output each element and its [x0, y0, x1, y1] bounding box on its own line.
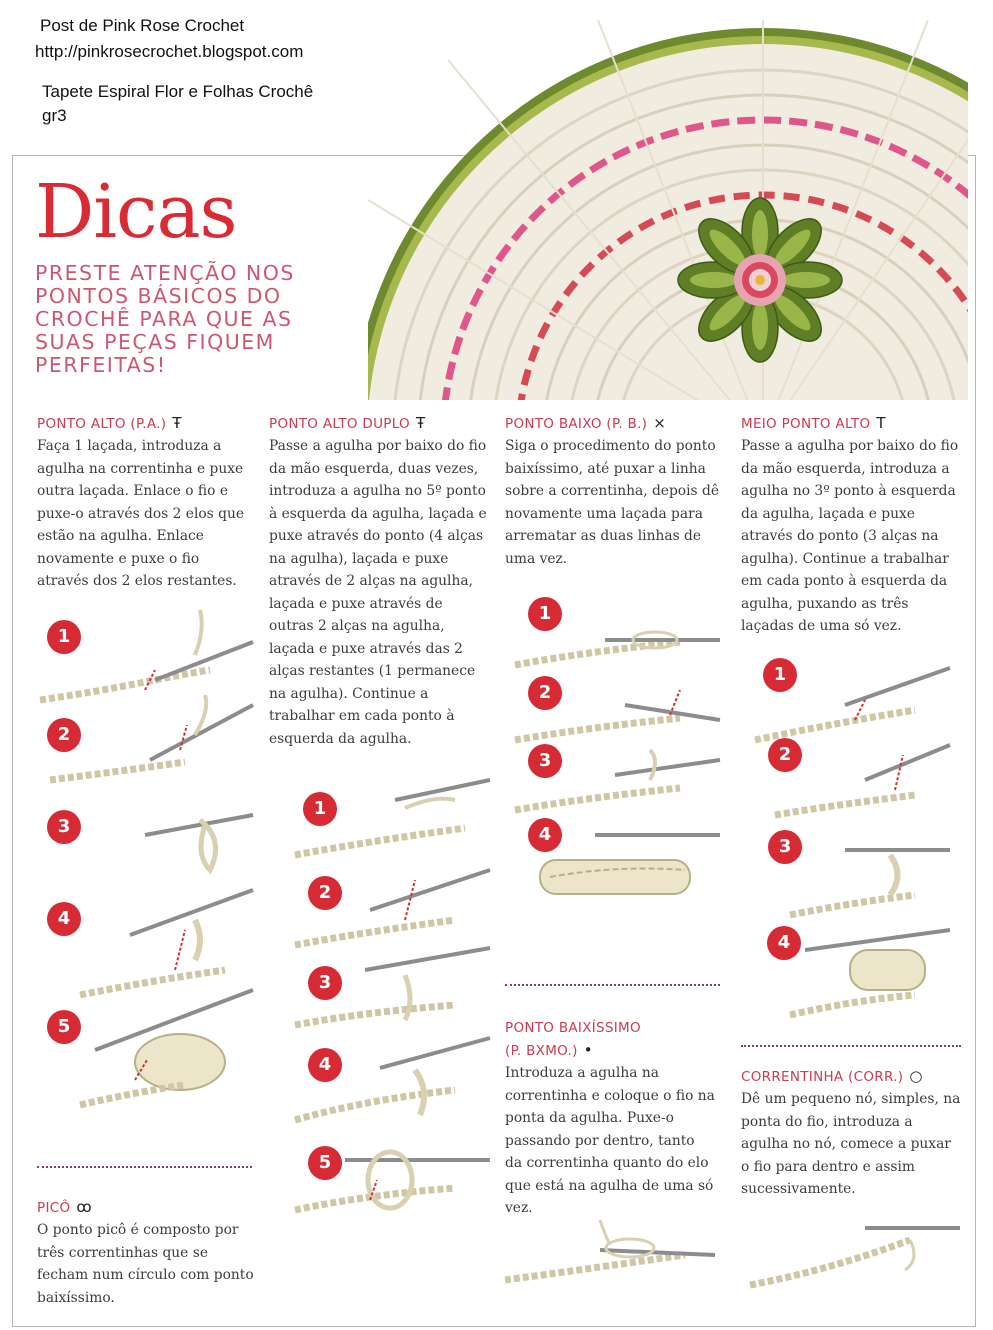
section-divider [37, 1166, 252, 1168]
meio-ponto-alto-step-3-badge: 3 [768, 830, 802, 864]
ponto-baixissimo-abbrev-text: (P. BXMO.) [505, 1043, 578, 1059]
correntinha-heading-text: CORRENTINHA (CORR.) [741, 1069, 904, 1085]
ponto-alto-duplo-step-1-badge: 1 [303, 792, 337, 826]
meio-ponto-alto-symbol-icon: T [876, 414, 886, 432]
ponto-alto-duplo-step-2-badge: 2 [308, 876, 342, 910]
correntinha-heading [741, 1067, 923, 1085]
ponto-baixo-step-4-illustration [540, 835, 720, 894]
section-divider [505, 984, 720, 986]
pico-symbol-icon: ꝏ [76, 1198, 92, 1216]
ponto-alto-duplo-text: Passe a agulha por baixo do fio da mão esquerda, duas vezes, introduza a agulha no 5º ponto à esquerda da agulha, laçada e puxe através do ponto (4 alças na agulha), laçada e puxe através de 2 alças na agulha, laçada e puxe através de outras 2 alças na agulha, laçada e puxe através das 2 alças restantes (1 permanece na agulha). Continue a trabalhar em cada ponto à esquerda da agulha. [269, 438, 487, 747]
ponto-alto-duplo-step-5-badge: 5 [308, 1146, 342, 1180]
ponto-baixissimo-illustration [500, 1210, 720, 1290]
meio-ponto-alto-step-2-badge: 2 [768, 738, 802, 772]
header-post-credit: Post de Pink Rose Crochet [40, 16, 245, 35]
header-blog-url[interactable]: http://pinkrosecrochet.blogspot.com [35, 42, 304, 61]
page-title: Dicas [35, 169, 237, 255]
ponto-alto-step-2-badge: 2 [47, 718, 81, 752]
meio-ponto-alto-step-4-badge: 4 [767, 926, 801, 960]
ponto-baixo-heading-text: PONTO BAIXO (P. B.) [505, 416, 648, 432]
ponto-baixo-step-2-badge: 2 [528, 676, 562, 710]
ponto-baixo-heading [505, 414, 666, 432]
doily-photo [368, 20, 968, 400]
ponto-alto-symbol-icon: Ŧ [172, 414, 182, 432]
meio-ponto-alto-heading-text: MEIO PONTO ALTO [741, 416, 871, 432]
correntinha-illustration [740, 1210, 965, 1300]
ponto-baixissimo-heading-abbrev [505, 1041, 593, 1059]
ponto-baixissimo-heading: PONTO BAIXÍSSIMO [505, 1020, 641, 1036]
ponto-baixo-symbol-icon: × [653, 414, 667, 432]
header-pattern-name: Tapete Espiral Flor e Folhas Crochê [42, 82, 314, 101]
meio-ponto-alto-heading [741, 414, 886, 432]
ponto-alto-step-4-illustration [80, 890, 253, 995]
ponto-alto-text: Faça 1 laçada, introduza a agulha na correntinha e puxe outra laçada. Enlace o fio e puxe-o através dos 2 elos que estão na agulha. Enlace novamente e puxe o fio através dos 2 elos restantes. [37, 438, 245, 589]
ponto-baixo-step-3-badge: 3 [528, 744, 562, 778]
meio-ponto-alto-step-3-illustration [790, 850, 950, 915]
pico-heading-text: PICÔ [37, 1200, 71, 1216]
ponto-baixo-step-4-badge: 4 [528, 818, 562, 852]
ponto-alto-step-4-badge: 4 [47, 902, 81, 936]
meio-ponto-alto-text: Passe a agulha por baixo do fio da mão esquerda, introduza a agulha no 3º ponto à esquerda da agulha, laçada e puxe através do ponto (3 alças na agulha). Continue a trabalhar em cada ponto à esquerda da agulha, puxando as três laçadas de uma só vez. [741, 438, 959, 634]
ponto-baixo-text: Siga o procedimento do ponto baixíssimo, até puxar a linha sobre a correntinha, depois dê novamente uma laçada para arrematar as duas linhas de uma vez. [505, 438, 719, 567]
meio-ponto-alto-step-1-badge: 1 [763, 658, 797, 692]
ponto-baixo-step-1-badge: 1 [528, 597, 562, 631]
correntinha-symbol-icon: ○ [909, 1067, 923, 1085]
ponto-baixo-step-1-illustration [515, 632, 720, 665]
ponto-alto-duplo-step-3-badge: 3 [308, 966, 342, 1000]
ponto-alto-duplo-symbol-icon: Ŧ [415, 414, 426, 432]
pico-text: O ponto picô é composto por três correntinhas que se fecham num círculo com ponto baixíssimo. [37, 1222, 254, 1306]
ponto-baixissimo-symbol-icon: • [583, 1041, 593, 1059]
ponto-alto-duplo-step-4-badge: 4 [308, 1048, 342, 1082]
ponto-alto-heading [37, 414, 182, 432]
pico-heading [37, 1198, 92, 1216]
correntinha-text: Dê um pequeno nó, simples, na ponta do fio, introduza a agulha no nó, comece a puxar o fio para dentro e assim sucessivamente. [741, 1091, 961, 1197]
ponto-alto-step-3-badge: 3 [47, 810, 81, 844]
ponto-alto-step-5-badge: 5 [47, 1010, 81, 1044]
ponto-alto-duplo-heading [269, 414, 425, 432]
header-pattern-code: gr3 [42, 106, 67, 125]
ponto-alto-step-1-badge: 1 [47, 620, 81, 654]
ponto-alto-heading-text: PONTO ALTO (P.A.) [37, 416, 167, 432]
ponto-alto-step-5-illustration [80, 990, 253, 1105]
ponto-baixissimo-text: Introduza a agulha na correntinha e coloque o fio na ponta da agulha. Puxe-o passando por dentro, tanto da correntinha quanto do elo que está na agulha de uma só vez. [505, 1065, 715, 1216]
page-subtitle: PRESTE ATENÇÃO NOS PONTOS BÁSICOS DO CROCHÊ PARA QUE AS SUAS PEÇAS FIQUEM PERFEITAS! [35, 261, 295, 377]
section-divider [741, 1045, 961, 1047]
ponto-alto-step-3-illustration [145, 815, 253, 870]
ponto-alto-duplo-heading-text: PONTO ALTO DUPLO [269, 416, 410, 432]
meio-ponto-alto-step-4-illustration [790, 930, 950, 1015]
